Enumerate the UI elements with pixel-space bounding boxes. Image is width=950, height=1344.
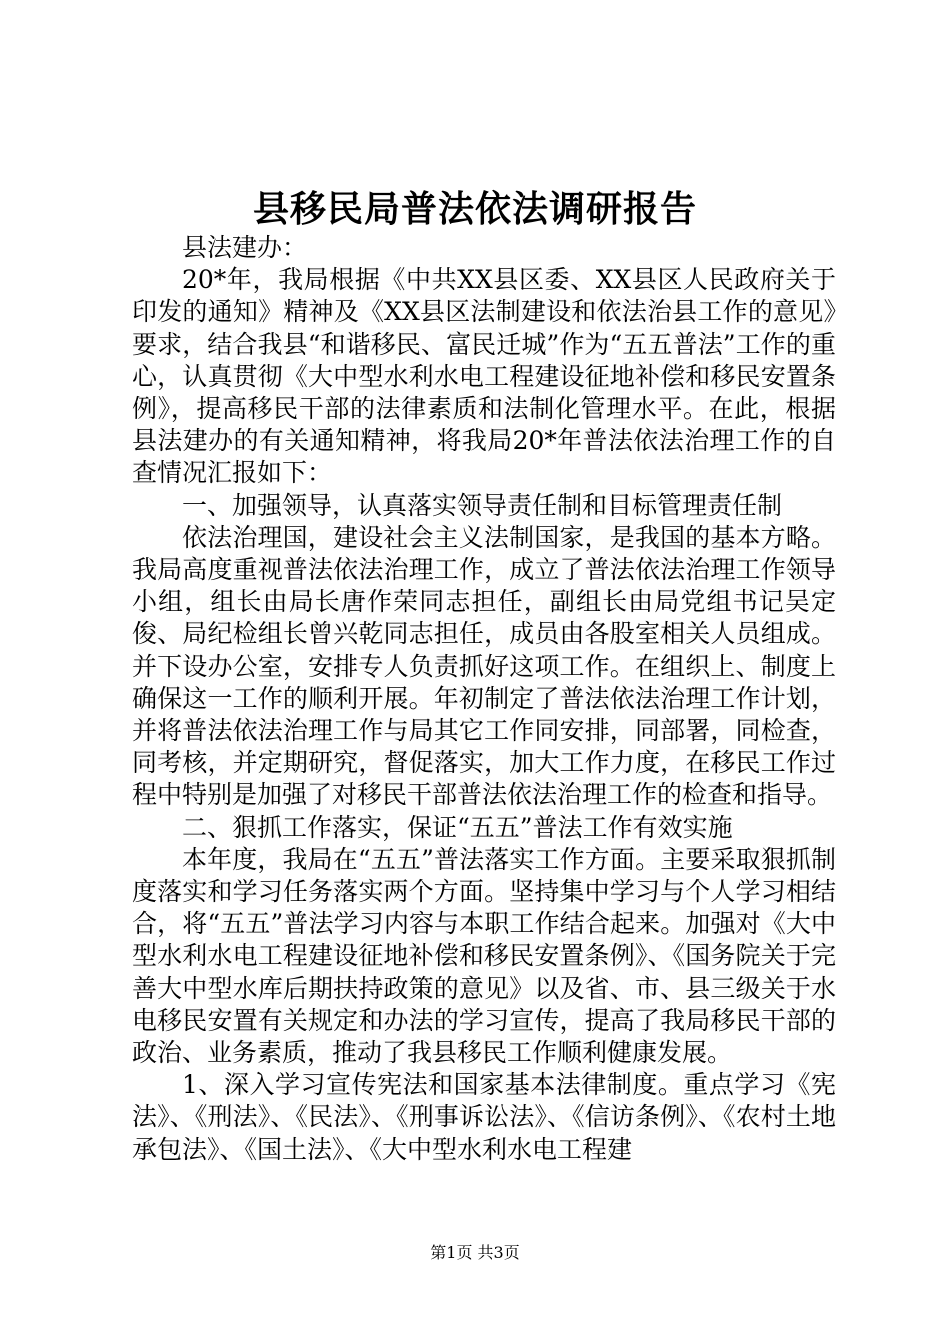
paragraph-intro: 20*年，我局根据《中共XX县区委、XX县区人民政府关于印发的通知》精神及《XX县区法制建设和依法治县工作的意见》要求，结合我县“和谐移民、富民迁城”作为“五五普法”工作的重心，认真贯彻《大中型水利水电工程建设征地补偿和移民安置条例》，提高移民干部的法律素质和法制化管理水平。在此，根据县法建办的有关通知精神，将我局20*年普法依法治理工作的自查情况汇报如下： [132, 265, 836, 488]
document-title: 县移民局普法依法调研报告 [252, 188, 697, 230]
section-heading-2: 二、狠抓工作落实，保证“五五”普法工作有效实施 [182, 812, 733, 842]
paragraph-section-2: 本年度，我局在“五五”普法落实工作方面。主要采取狠抓制度落实和学习任务落实两个方面。坚持集中学习与个人学习相结合，将“五五”普法学习内容与本职工作结合起来。加强对《大中型水利水电工程建设征地补偿和移民安置条例》、《国务院关于完善大中型水库后期扶持政策的意见》以及省、市、县三级关于水电移民安置有关规定和办法的学习宣传，提高了我局移民干部的政治、业务素质，推动了我县移民工作顺利健康发展。 [132, 844, 836, 1068]
page-indicator: 第1页 共3页 [430, 1243, 520, 1262]
section-heading-1: 一、加强领导，认真落实领导责任制和目标管理责任制 [182, 490, 783, 520]
paragraph-item-1: 1、深入学习宣传宪法和国家基本法律制度。重点学习《宪法》、《刑法》、《民法》、《刑事诉讼法》、《信访条例》、《农村土地承包法》、《国土法》、《大中型水利水电工程建 [132, 1070, 836, 1164]
document-body [132, 232, 836, 1166]
paragraph-salutation: 县法建办： [182, 233, 308, 262]
paragraph-section-1: 依法治理国，建设社会主义法制国家，是我国的基本方略。我局高度重视普法依法治理工作，成立了普法依法治理工作领导小组，组长由局长唐作荣同志担任，副组长由局党组书记吴定俊、局纪检组长曾兴乾同志担任，成员由各股室相关人员组成。并下设办公室，安排专人负责抓好这项工作。在组织上、制度上确保这一工作的顺利开展。年初制定了普法依法治理工作计划，并将普法依法治理工作与局其它工作同安排，同部署，同检查，同考核，并定期研究，督促落实，加大工作力度，在移民工作过程中特别是加强了对移民干部普法依法治理工作的检查和指导。 [132, 522, 836, 810]
